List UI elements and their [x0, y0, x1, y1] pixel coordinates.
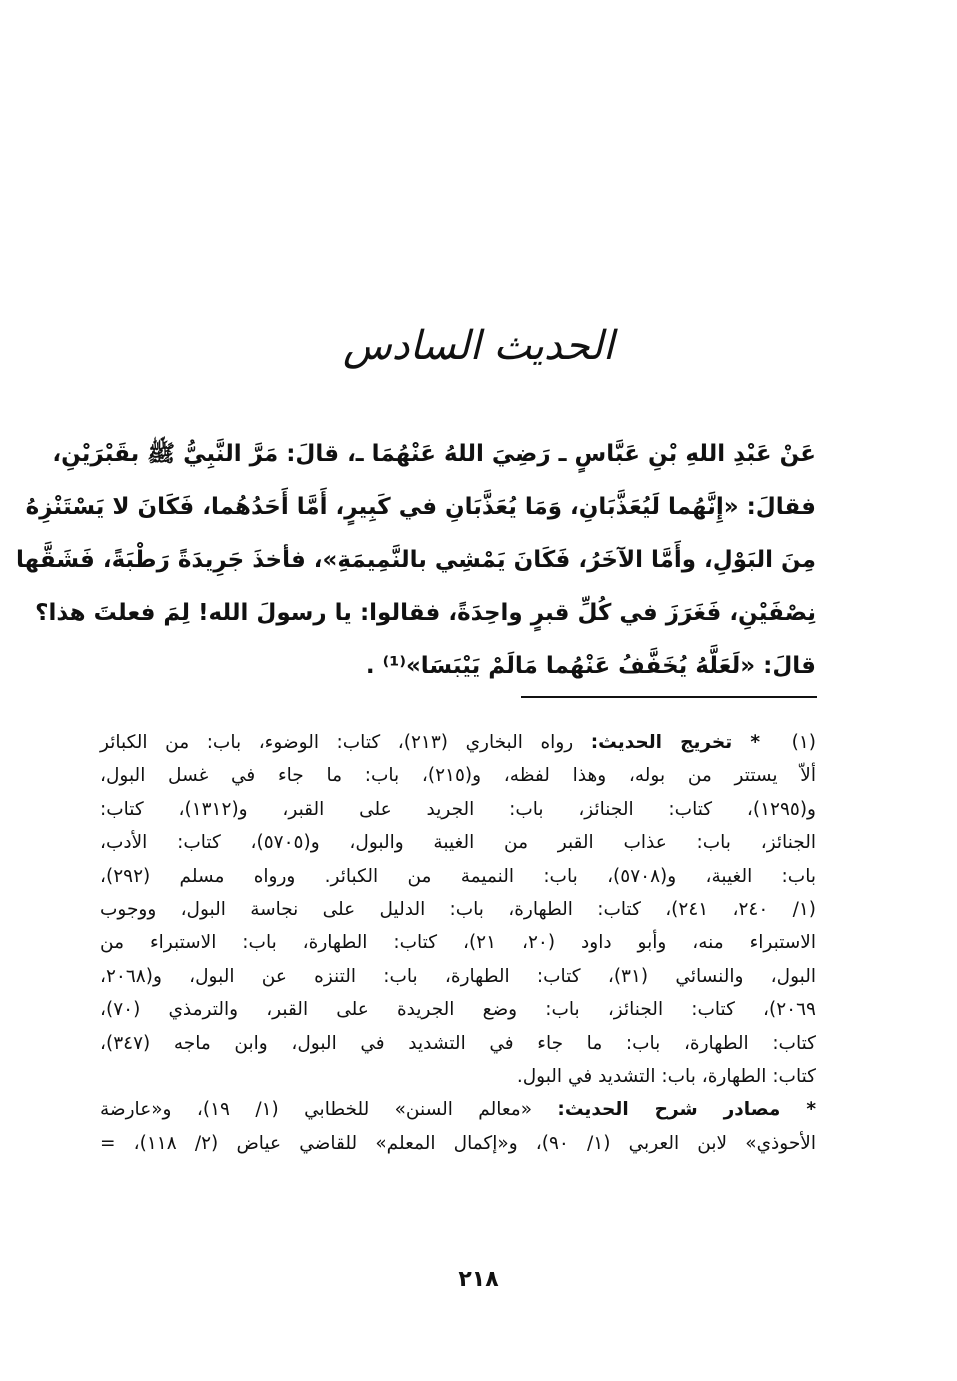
hadith-line: فقالَ: «إِنَّهُما لَيُعَذَّبَانِ، وَمَا يُعَذَّبَانِ في كَبِيرٍ، أَمَّا أَحَدُهُما، فَكَانَ لا يَسْتَنْزِهُ	[25, 494, 816, 520]
sources-label: * مصادر شرح الحديث:	[557, 1099, 816, 1121]
takhrij-label: * تخريج الحديث:	[590, 732, 760, 753]
page-number: ٢١٨	[458, 1267, 499, 1292]
takhrij-text: رواه البخاري (٢١٣)، كتاب: الوضوء، باب: من الكبائر	[100, 732, 574, 753]
footnote-line	[100, 726, 816, 759]
chapter-title: الحديث السادس	[342, 323, 615, 369]
hadith-line: مِنَ البَوْلِ، وأَمَّا الآخَرُ، فَكَانَ يَمْشِي بالنَّمِيمَةِ»، فأخذَ جَرِيدَةً رَطْبَةً، فَشَقَّها	[16, 547, 816, 573]
footnote-line: كتاب: الطهارة، باب: التشديد في البول.	[516, 1065, 816, 1087]
footnote-line: كتاب: الطهارة، باب: ما جاء في التشديد في البول، وابن ماجه (٣٤٧)،	[100, 1032, 816, 1054]
footnote-line: الجنائز، باب: عذاب القبر من الغيبة والبول، و(٥٧٠٥)، كتاب: الأدب،	[100, 832, 816, 854]
sources-text: «معالم السنن» للخطابي (١/ ١٩)، و«عارضة	[100, 1099, 533, 1121]
footnote-line: الاستبراء منه، وأبو داود (٢٠، ٢١)، كتاب: الطهارة، باب: الاستبراء من	[100, 932, 817, 954]
hadith-text	[16, 428, 816, 693]
footnote-line: ٢٠٦٩)، كتاب: الجنائز، باب: وضع الجريدة على القبر، والترمذي (٧٠)،	[100, 999, 816, 1021]
footnotes	[100, 726, 816, 1160]
footnote-line: باب: الغيبة، و(٥٧٠٨)، باب: النميمة من الكبائر. ورواه مسلم (٢٩٢)،	[100, 865, 816, 887]
footnote-line	[100, 1093, 816, 1126]
footnote-line: الأحوذي» لابن العربي (١/ ٩٠)، و«إكمال المعلم» للقاضي عياض (٢/ ١١٨)، =	[100, 1132, 816, 1154]
footnote-line: البول، والنسائي (٣١)، كتاب: الطهارة، باب: التنزه عن البول، و(٢٠٦٨،	[100, 965, 816, 987]
footnote-line: ألاّ يستتر من بوله، وهذا لفظه، و(٢١٥)، باب: ما جاء في غسل البول،	[100, 765, 816, 787]
hadith-line: قالَ: «لَعَلَّهُ يُخَفَّفُ عَنْهُما مَالَمْ يَيْبَسَا»⁽¹⁾ .	[365, 653, 816, 679]
footnote-line: و(١٢٩٥)، كتاب: الجنائز، باب: الجريد على القبر، و(١٣١٢)، كتاب:	[100, 798, 816, 820]
footnote-marker: (١)	[791, 732, 816, 753]
footnote-line: (١/ ٢٤٠، ٢٤١)، كتاب: الطهارة، باب: الدليل على نجاسة البول، ووجوب	[100, 898, 816, 920]
footnote-divider	[521, 696, 817, 698]
hadith-line: نِصْفَيْنِ، فَغَرَزَ في كُلِّ قبرٍ واحِدَةً، فقالوا: يا رسولَ الله! لِمَ فعلتَ هذا؟	[35, 600, 816, 626]
hadith-line: عَنْ عَبْدِ اللهِ بْنِ عَبَّاسٍ ـ رَضِيَ اللهُ عَنْهُمَا ـ، قالَ: مَرَّ النَّبِيُّ ﷺ بقَبْرَيْنِ،	[52, 441, 816, 467]
